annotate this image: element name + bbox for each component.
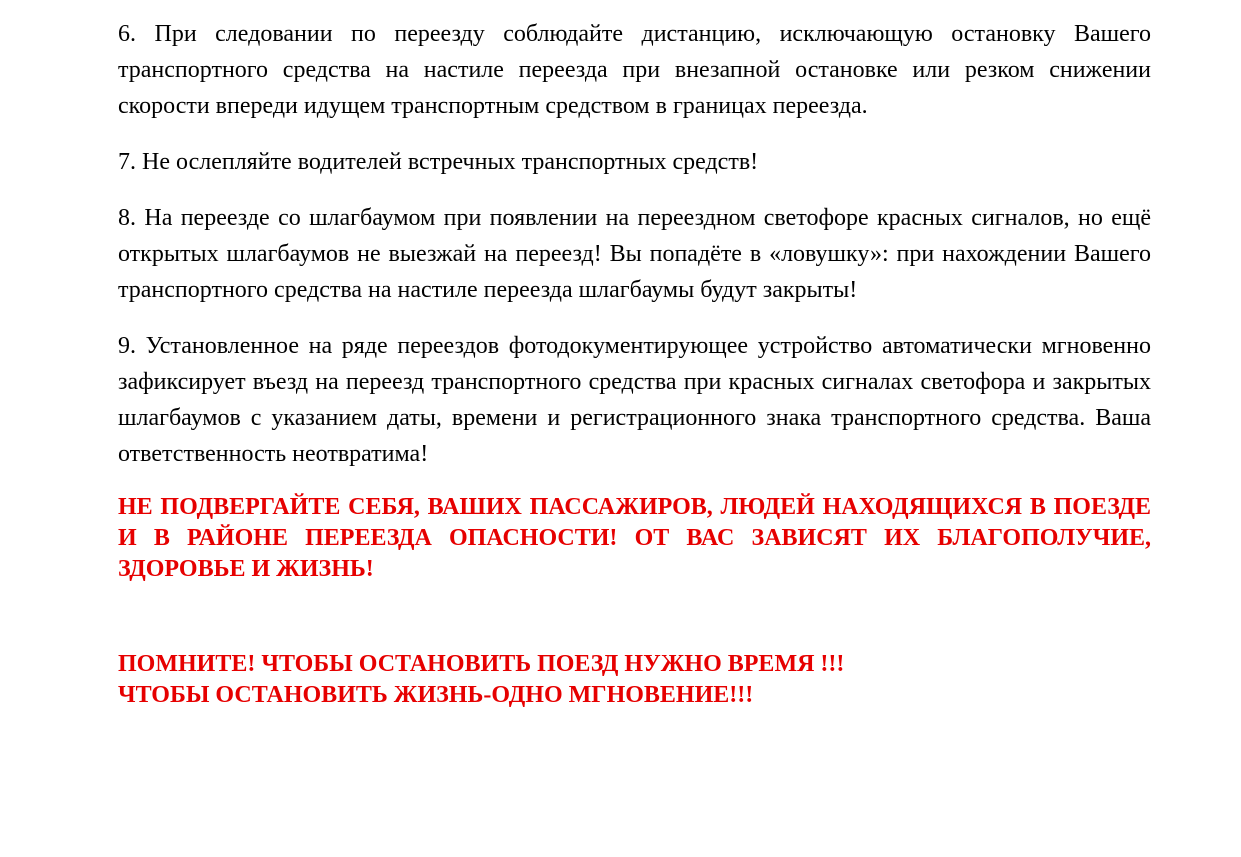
- reminder-block: [118, 649, 1151, 711]
- reminder-line-2: ЧТОБЫ ОСТАНОВИТЬ ЖИЗНЬ-ОДНО МГНОВЕНИЕ!!!: [118, 682, 754, 708]
- paragraph-item-6: 6. При следовании по переезду соблюдайте дистанцию, исключающую остановку Вашего транспортного средства на настиле переезда при внезапной остановке или резком снижении скорости впереди идущем транспортным средством в границах переезда.: [118, 21, 1151, 119]
- paragraph-item-8: 8. На переезде со шлагбаумом при появлении на переездном светофоре красных сигналов, но ещё открытых шлагбаумов не выезжай на переезд! Вы попадёте в «ловушку»: при нахождении Вашего транспортного средства на настиле переезда шлагбаумы будут закрыты!: [118, 205, 1151, 303]
- safety-warning: НЕ ПОДВЕРГАЙТЕ СЕБЯ, ВАШИХ ПАССАЖИРОВ, ЛЮДЕЙ НАХОДЯЩИХСЯ В ПОЕЗДЕ И В РАЙОНЕ ПЕРЕЕЗДА ОПАСНОСТИ! ОТ ВАС ЗАВИСЯТ ИХ БЛАГОПОЛУЧИЕ, ЗДОРОВЬЕ И ЖИЗНЬ!: [118, 494, 1151, 582]
- paragraph-item-9: 9. Установленное на ряде переездов фотодокументирующее устройство автоматически мгновенно зафиксирует въезд на переезд транспортного средства при красных сигналах светофора и закрытых шлагбаумов с указанием даты, времени и регистрационного знака транспортного средства. Ваша ответственность неотвратима!: [118, 333, 1151, 467]
- reminder-line-1: ПОМНИТЕ! ЧТОБЫ ОСТАНОВИТЬ ПОЕЗД НУЖНО ВРЕМЯ !!!: [118, 651, 845, 677]
- paragraph-item-7: 7. Не ослепляйте водителей встречных транспортных средств!: [118, 149, 759, 175]
- document-page: [118, 16, 1151, 711]
